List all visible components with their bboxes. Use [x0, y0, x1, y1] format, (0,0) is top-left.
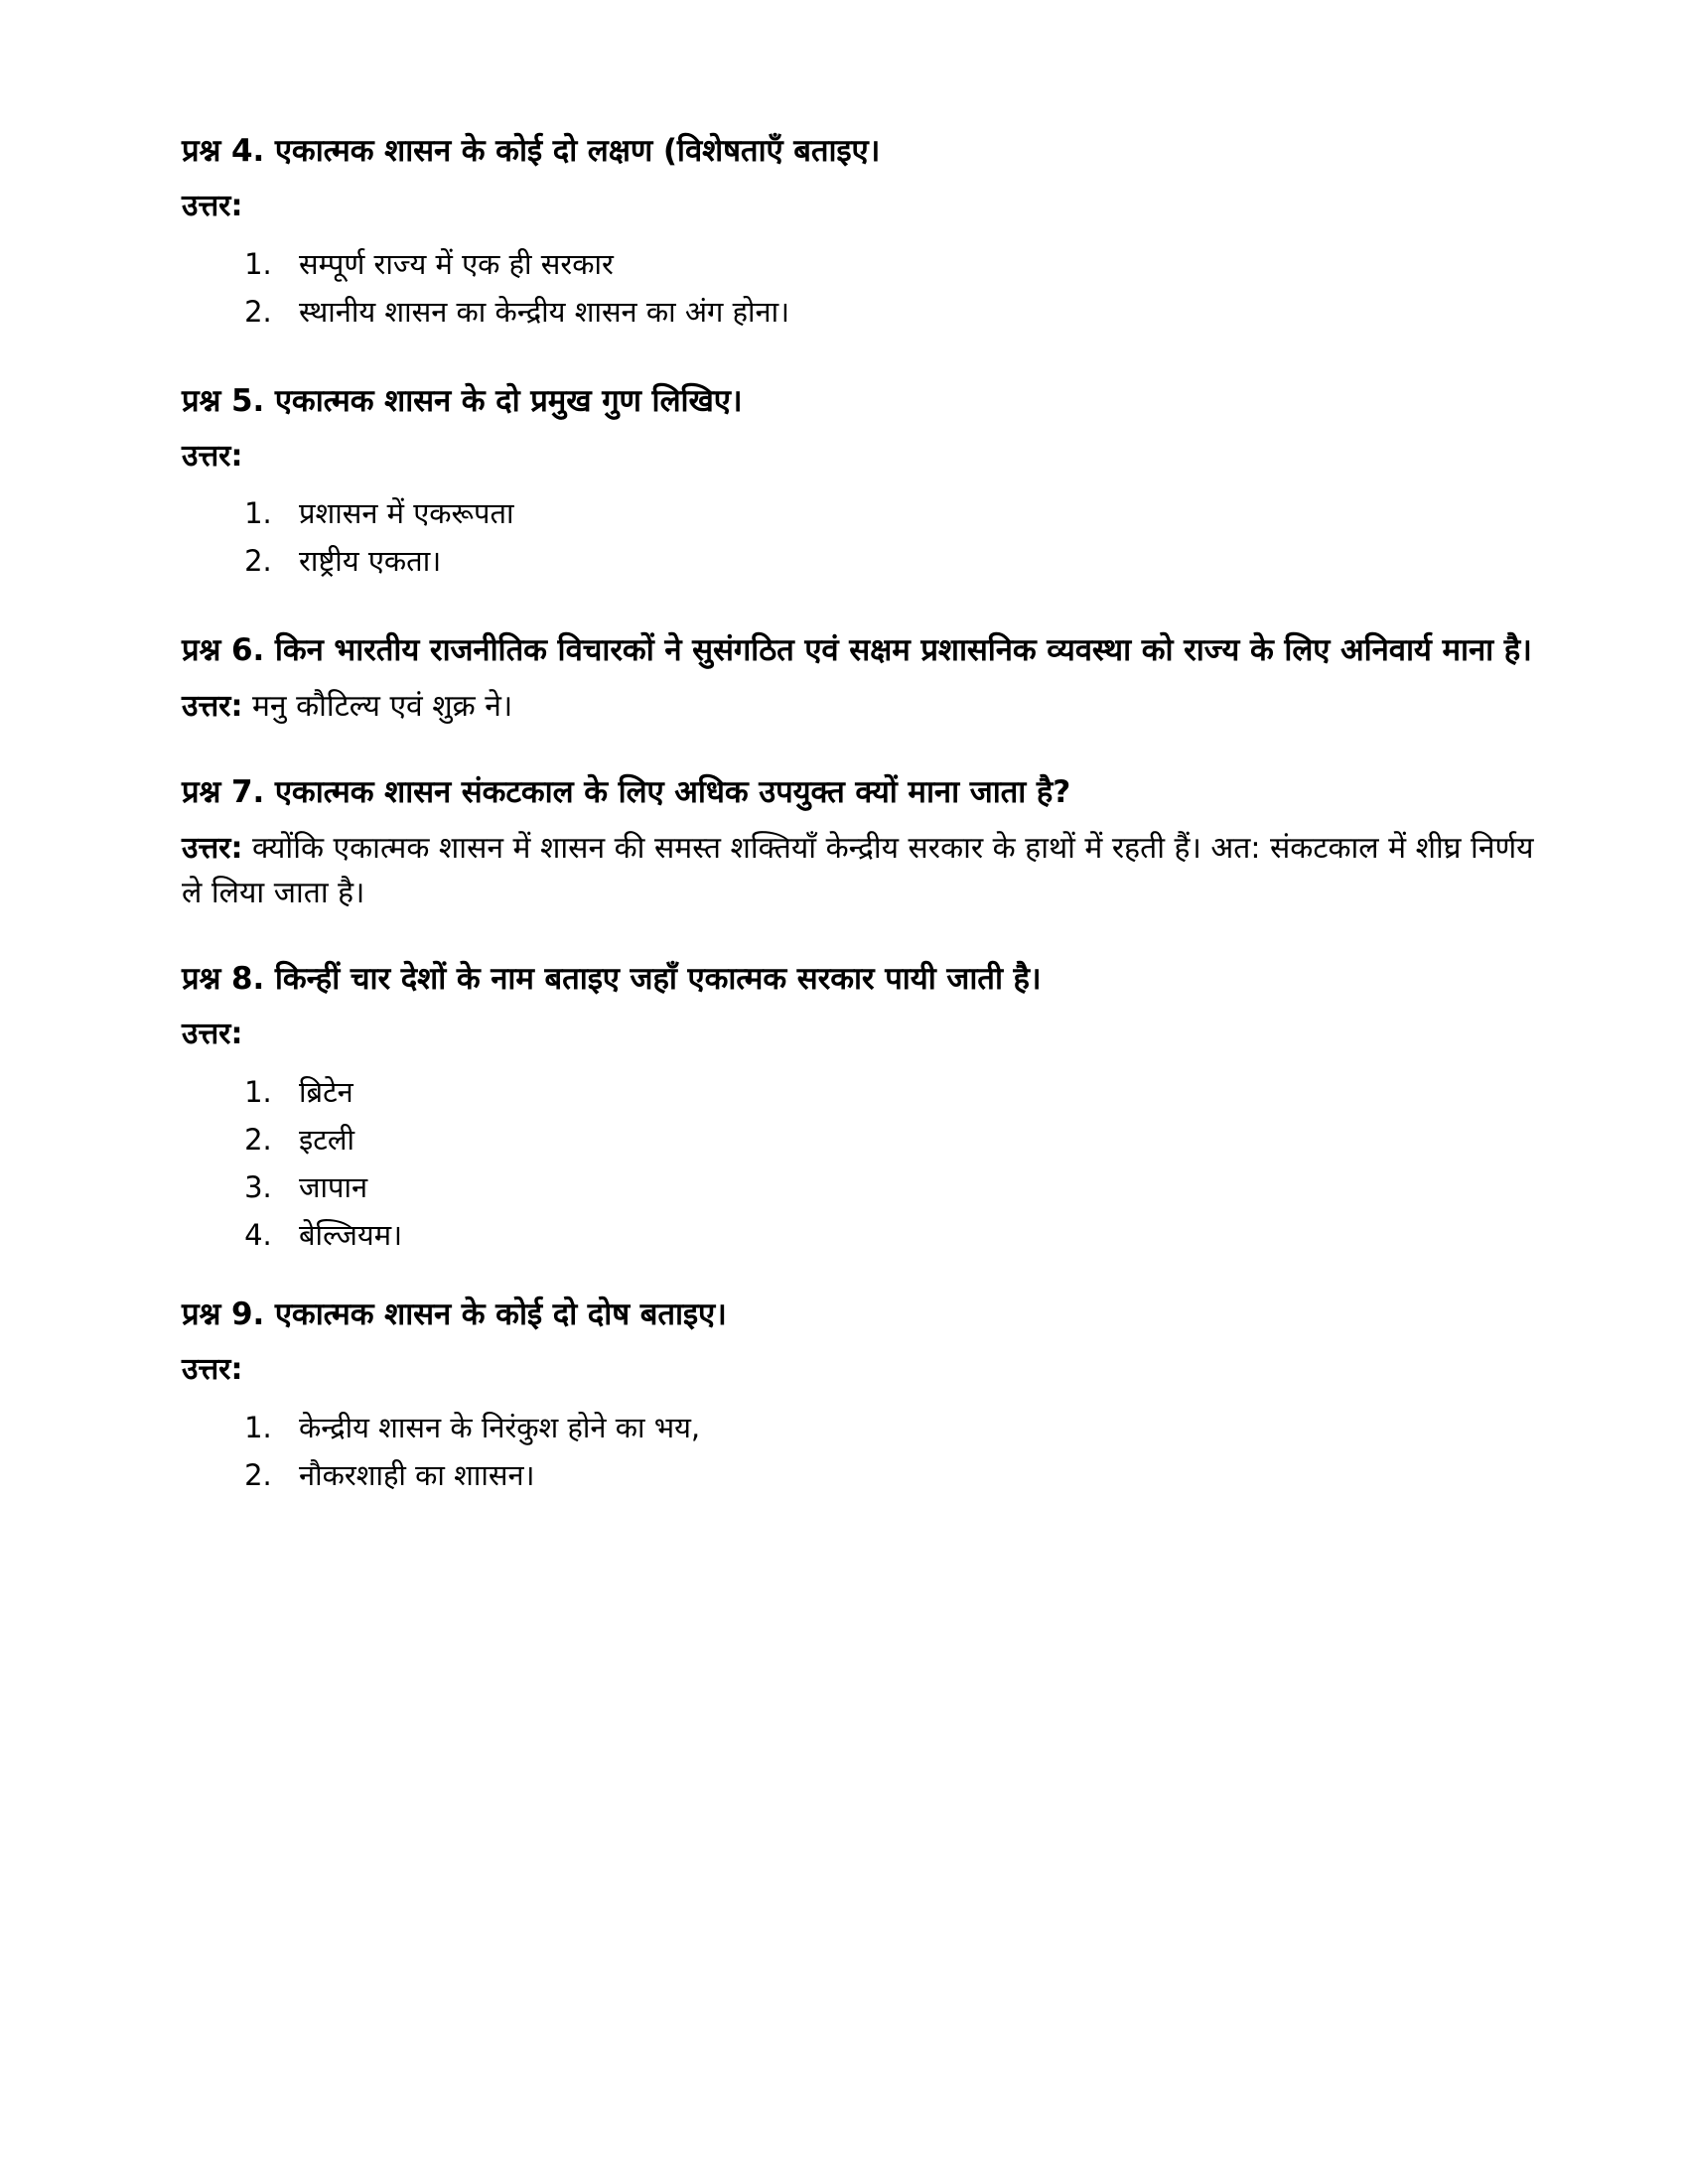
question-heading-q5: प्रश्न 5. एकात्मक शासन के दो प्रमुख गुण लिखिए। — [182, 382, 743, 419]
answer-text-q6: मनु कौटिल्य एवं शुक्र ने। — [251, 689, 513, 725]
answer-label-q5: उत्तर: — [182, 438, 243, 474]
answer-label-q7: उत्तर: — [182, 831, 243, 867]
answer-list-q9 — [182, 1406, 1539, 1497]
list-item: 2. नौकरशाही का शाासन। — [281, 1453, 1539, 1497]
qa-block-q5 — [182, 379, 1539, 584]
answer-label-q8: उत्तर: — [182, 1017, 243, 1052]
list-item: 2. इटली — [281, 1118, 1539, 1161]
list-item: 1. सम्पूर्ण राज्य में एक ही सरकार — [281, 242, 1539, 286]
answer-text-q7: क्योंकि एकात्मक शासन में शासन की समस्त शक्तियाँ केन्द्रीय सरकार के हाथों में रहती हैं। अत: संकटकाल में शीघ्र निर्णय ले लिया जाता है। — [182, 831, 1534, 911]
answer-label-q9: उत्तर: — [182, 1352, 243, 1388]
qa-block-q9 — [182, 1293, 1539, 1497]
question-heading-q6: प्रश्न 6. किन भारतीय राजनीतिक विचारकों ने सुसंगठित एवं सक्षम प्रशासनिक व्यवस्था को राज्य के लिए अनिवार्य माना है। — [182, 632, 1532, 669]
answer-paragraph-q7 — [182, 826, 1539, 915]
answer-label-q4: उत्तर: — [182, 189, 243, 224]
answer-list-q4 — [182, 242, 1539, 334]
question-heading-q9: प्रश्न 9. एकात्मक शासन के कोई दो दोष बताइए। — [182, 1297, 727, 1333]
question-heading-q8: प्रश्न 8. किन्हीं चार देशों के नाम बताइए जहाँ एकात्मक सरकार पायी जाती है। — [182, 961, 1042, 998]
list-item: 1. ब्रिटेन — [281, 1070, 1539, 1114]
answer-label-q6: उत्तर: — [182, 689, 243, 725]
list-item: 4. बेल्जियम। — [281, 1213, 1539, 1257]
list-item: 3. जापान — [281, 1165, 1539, 1209]
qa-block-q6 — [182, 628, 1539, 729]
answer-paragraph-q6 — [182, 684, 1539, 729]
question-heading-q7: प्रश्न 7. एकात्मक शासन संकटकाल के लिए अधिक उपयुक्त क्यों माना जाता है? — [182, 774, 1071, 811]
list-item: 1. केन्द्रीय शासन के निरंकुश होने का भय, — [281, 1406, 1539, 1449]
qa-block-q4 — [182, 129, 1539, 334]
answer-list-q8 — [182, 1070, 1539, 1257]
list-item: 1. प्रशासन में एकरूपता — [281, 491, 1539, 535]
qa-block-q7 — [182, 770, 1539, 915]
list-item: 2. स्थानीय शासन का केन्द्रीय शासन का अंग होना। — [281, 290, 1539, 334]
list-item: 2. राष्ट्रीय एकता। — [281, 539, 1539, 583]
qa-block-q8 — [182, 957, 1539, 1257]
answer-list-q5 — [182, 491, 1539, 583]
question-heading-q4: प्रश्न 4. एकात्मक शासन के कोई दो लक्षण (विशेषताएँ बताइए। — [182, 133, 881, 169]
